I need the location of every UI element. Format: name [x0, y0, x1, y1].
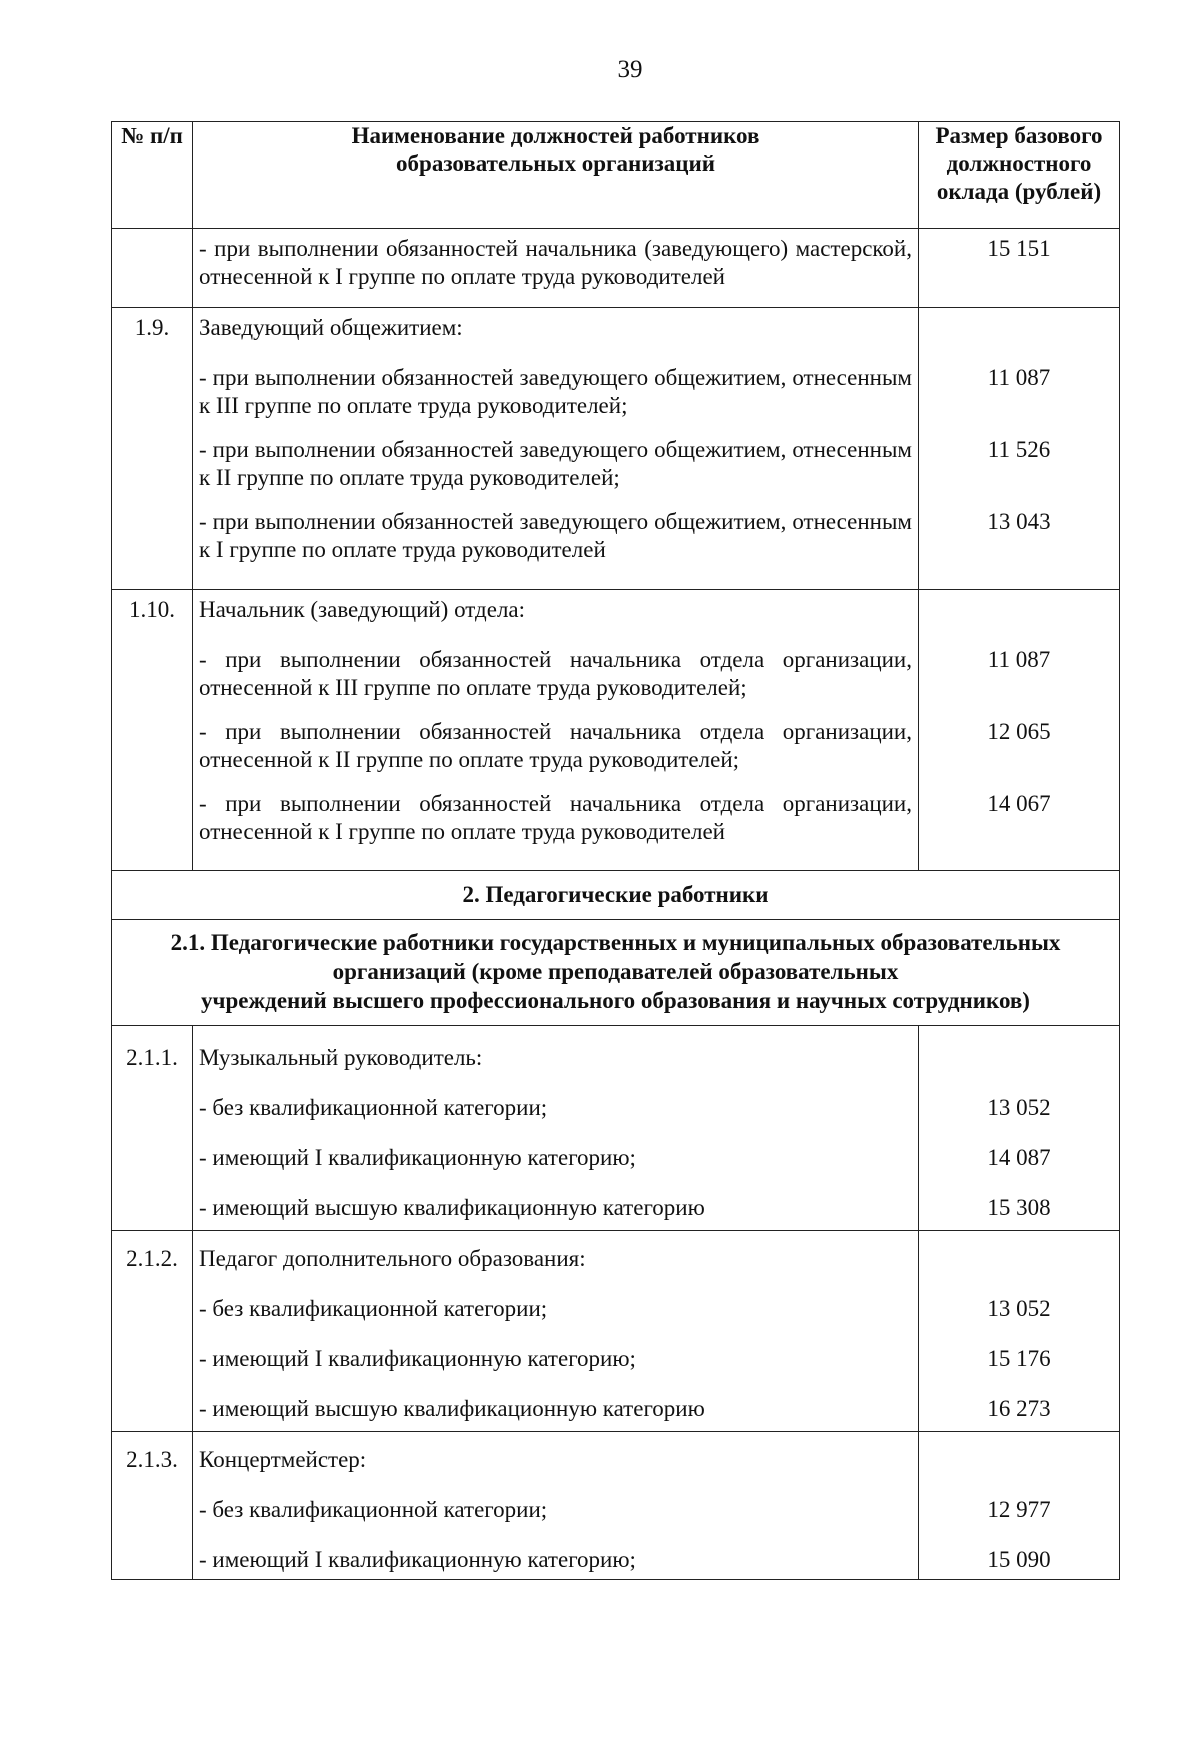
row-item: - при выполнении обязанностей заведующего общежитием, отнесенным к I группе по оплате труда руководителей	[199, 509, 912, 562]
subsection-title-line2: организаций (кроме преподавателей образовательных	[332, 959, 899, 984]
table-row	[112, 1026, 1120, 1231]
row-item: - имеющий высшую квалификационную категорию	[199, 1396, 705, 1421]
row-item: - без квалификационной категории;	[199, 1296, 548, 1321]
row-num	[112, 229, 193, 308]
row-value	[919, 1432, 1120, 1580]
row-name	[193, 1432, 919, 1580]
row-value	[919, 1231, 1120, 1432]
row-num: 2.1.1.	[112, 1026, 193, 1231]
salary-value: 15 176	[987, 1346, 1051, 1371]
row-item: - при выполнении обязанностей заведующего общежитием, отнесенным к III группе по оплате труда руководителей;	[199, 365, 912, 418]
subsection-title-line3: учреждений высшего профессионального образования и научных сотрудников)	[201, 988, 1030, 1013]
row-name	[193, 229, 919, 308]
table-row	[112, 590, 1120, 871]
row-title: Музыкальный руководитель:	[199, 1045, 483, 1070]
row-item: - при выполнении обязанностей начальника отдела организации, отнесенной к I группе по оплате труда руководителей	[199, 791, 912, 844]
row-item: - при выполнении обязанностей начальника отдела организации, отнесенной к II группе по оплате труда руководителей;	[199, 719, 912, 772]
table-row	[112, 1231, 1120, 1432]
row-title: Концертмейстер:	[199, 1447, 367, 1472]
row-title: Заведующий общежитием:	[199, 315, 463, 340]
row-item: - при выполнении обязанностей заведующего общежитием, отнесенным к II группе по оплате труда руководителей;	[199, 437, 912, 490]
row-item: - без квалификационной категории;	[199, 1095, 548, 1120]
row-item: - имеющий I квалификационную категорию;	[199, 1547, 636, 1572]
page-number: 39	[617, 56, 643, 83]
header-size-line2: должностного	[946, 151, 1092, 176]
row-title: Педагог дополнительного образования:	[199, 1246, 586, 1271]
section-row	[112, 871, 1120, 920]
salary-value: 16 273	[987, 1396, 1051, 1421]
salary-value: 12 977	[987, 1497, 1051, 1522]
row-item: - имеющий I квалификационную категорию;	[199, 1145, 636, 1170]
row-num: 2.1.2.	[112, 1231, 193, 1432]
header-name-line1: Наименование должностей работников	[351, 123, 760, 148]
salary-value: 13 052	[987, 1095, 1051, 1120]
header-size-line3: оклада (рублей)	[936, 179, 1102, 204]
salary-value: 13 052	[987, 1296, 1051, 1321]
row-item: - при выполнении обязанностей начальника отдела организации, отнесенной к III группе по оплате труда руководителей;	[199, 647, 912, 700]
salary-value: 12 065	[987, 719, 1051, 744]
salary-value: 15 151	[987, 236, 1051, 261]
salary-table	[111, 121, 1120, 1580]
row-name	[193, 1026, 919, 1231]
header-name	[193, 122, 919, 229]
row-item: - имеющий высшую квалификационную категорию	[199, 1195, 705, 1220]
row-name	[193, 308, 919, 590]
salary-value: 13 043	[987, 509, 1051, 534]
row-title: Начальник (заведующий) отдела:	[199, 597, 526, 622]
row-num: 1.10.	[112, 590, 193, 871]
row-value	[919, 590, 1120, 871]
salary-value: 11 526	[987, 437, 1051, 462]
row-item: - без квалификационной категории;	[199, 1497, 548, 1522]
subsection-title-line1: 2.1. Педагогические работники государственных и муниципальных образовательных	[170, 930, 1061, 955]
header-num: № п/п	[112, 122, 193, 229]
salary-value: 14 087	[987, 1145, 1051, 1170]
row-value	[919, 229, 1120, 308]
section-title: 2. Педагогические работники	[112, 871, 1120, 920]
salary-value: 11 087	[987, 365, 1051, 390]
row-item: - имеющий I квалификационную категорию;	[199, 1346, 636, 1371]
row-item: - при выполнении обязанностей начальника (заведующего) мастерской, отнесенной к I группе по оплате труда руководителей	[199, 236, 912, 289]
row-value	[919, 1026, 1120, 1231]
subsection-row	[112, 920, 1120, 1026]
row-num: 2.1.3.	[112, 1432, 193, 1580]
row-num: 1.9.	[112, 308, 193, 590]
table-row	[112, 229, 1120, 308]
row-name	[193, 1231, 919, 1432]
table-row	[112, 308, 1120, 590]
salary-value: 11 087	[987, 647, 1051, 672]
header-size	[919, 122, 1120, 229]
table-header-row	[112, 122, 1120, 229]
header-size-line1: Размер базового	[935, 123, 1103, 148]
salary-value: 14 067	[987, 791, 1051, 816]
row-value	[919, 308, 1120, 590]
salary-value: 15 308	[987, 1195, 1051, 1220]
row-name	[193, 590, 919, 871]
header-name-line2: образовательных организаций	[396, 151, 715, 176]
table-row	[112, 1432, 1120, 1580]
salary-value: 15 090	[987, 1547, 1051, 1572]
subsection-title	[112, 920, 1120, 1026]
